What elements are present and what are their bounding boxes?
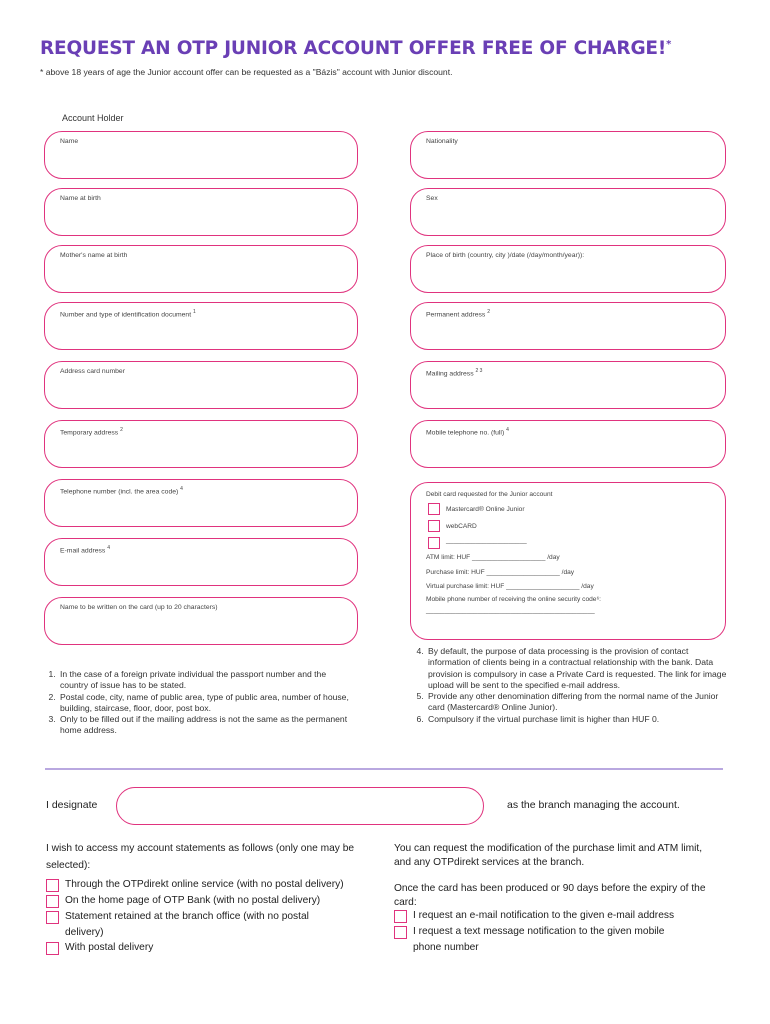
place-of-birth-field[interactable]	[410, 245, 726, 293]
statement-postal-label: With postal delivery	[65, 942, 154, 953]
card-name-label: Name to be written on the card (up to 20 characters)	[60, 604, 218, 611]
statement-postal-checkbox[interactable]	[46, 942, 59, 955]
name-label: Name	[60, 138, 79, 145]
page-subtitle: * above 18 years of age the Junior account offer can be requested as a "Bázis" account with Junior discount.	[40, 67, 453, 77]
nationality-field[interactable]	[410, 131, 726, 179]
mobile-phone-field[interactable]	[410, 420, 726, 468]
section-divider	[45, 768, 723, 770]
security-code-phone-label: Mobile phone number of receiving the online security code⁶:	[426, 596, 601, 603]
statement-homepage-checkbox[interactable]	[46, 895, 59, 908]
temporary-address-label: Temporary address $^2$	[60, 427, 123, 437]
mastercard-label: Mastercard® Online Junior	[446, 506, 525, 513]
webcard-checkbox[interactable]	[428, 520, 440, 532]
statement-homepage-label: On the home page of OTP Bank (with no postal delivery)	[65, 895, 321, 906]
statement-otpdirekt-label: Through the OTPdirekt online service (with no postal delivery)	[65, 879, 344, 890]
purchase-limit[interactable]: Purchase limit: HUF ____________________ /day	[426, 569, 575, 576]
name-at-birth-field[interactable]	[44, 188, 358, 236]
title-marker: *	[666, 38, 672, 50]
telephone-field[interactable]	[44, 479, 358, 527]
branch-input[interactable]	[116, 787, 484, 825]
email-field[interactable]	[44, 538, 358, 586]
card-name-field[interactable]	[44, 597, 358, 645]
temporary-address-field[interactable]	[44, 420, 358, 468]
mastercard-checkbox[interactable]	[428, 503, 440, 515]
statement-otpdirekt-checkbox[interactable]	[46, 879, 59, 892]
account-holder-label: Account Holder	[62, 113, 124, 123]
footnote-6: 6. Compulsory if the virtual purchase limit is higher than HUF 0.	[426, 714, 730, 725]
footnote-3: 3. Only to be filled out if the mailing address is not the same as the permanent home address.	[58, 714, 352, 737]
id-document-label: Number and type of identification document $^1$	[60, 309, 196, 319]
mailing-address-label: Mailing address $^{2 3}$	[426, 368, 483, 378]
statement-branch-label: Statement retained at the branch office (with no postal	[65, 911, 309, 922]
footnotes-left	[42, 669, 352, 737]
notify-sms-checkbox[interactable]	[394, 926, 407, 939]
mobile-phone-label: Mobile telephone no. (full) $^4$	[426, 427, 509, 437]
notify-sms-label: I request a text message notification to the given mobile	[413, 926, 665, 937]
expiry-intro: Once the card has been produced or 90 days before the expiry of the card:	[394, 883, 706, 908]
statements-title: I wish to access my account statements as follows (only one may be selected):	[46, 843, 355, 871]
debit-card-title: Debit card requested for the Junior account	[426, 491, 553, 498]
name-field[interactable]	[44, 131, 358, 179]
statement-branch-label-cont: delivery)	[65, 927, 104, 938]
mailing-address-field[interactable]	[410, 361, 726, 409]
notify-email-label: I request an e-mail notification to the given e-mail address	[413, 910, 675, 921]
statement-branch-checkbox[interactable]	[46, 911, 59, 924]
designate-label: I designate	[46, 799, 98, 811]
sex-field[interactable]	[410, 188, 726, 236]
footnote-4: 4. By default, the purpose of data processing is the provision of contact information of clients being in a contractual relationship with the bank. Data provision is compulsory in case a Private Card is requested. The link for image upload will be sent to the specified e-mail address.	[426, 646, 730, 691]
email-label: E-mail address $^4$	[60, 545, 110, 555]
name-at-birth-label: Name at birth	[60, 195, 101, 202]
other-card-checkbox[interactable]	[428, 537, 440, 549]
footnote-1: 1. In the case of a foreign private individual the passport number and the country of issue has to be stated.	[58, 669, 352, 692]
footnote-5: 5. Provide any other denomination differing from the normal name of the Junior card (Mastercard® Online Junior).	[426, 691, 730, 714]
nationality-label: Nationality	[426, 138, 458, 145]
security-code-phone-line[interactable]: ______________________________________________	[426, 607, 595, 614]
mothers-name-field[interactable]	[44, 245, 358, 293]
notify-sms-label-cont: phone number	[413, 942, 479, 953]
footnote-2: 2. Postal code, city, name of public area, type of public area, number of house, building, staircase, floor, door, post box.	[58, 692, 352, 715]
address-card-label: Address card number	[60, 368, 125, 375]
page-title: REQUEST AN OTP JUNIOR ACCOUNT OFFER FREE OF CHARGE!*	[40, 38, 672, 59]
address-card-field[interactable]	[44, 361, 358, 409]
designate-tail: as the branch managing the account.	[507, 799, 680, 811]
sex-label: Sex	[426, 195, 438, 202]
permanent-address-label: Permanent address $^2$	[426, 309, 490, 319]
mothers-name-label: Mother's name at birth	[60, 252, 128, 259]
other-card-line[interactable]: ______________________	[446, 537, 527, 544]
virtual-purchase-limit[interactable]: Virtual purchase limit: HUF ____________________ /day	[426, 583, 594, 590]
notify-email-checkbox[interactable]	[394, 910, 407, 923]
place-of-birth-label: Place of birth (country, city )/date (/day/month/year)):	[426, 252, 585, 259]
atm-limit[interactable]: ATM limit: HUF ____________________ /day	[426, 554, 560, 561]
modification-info: You can request the modification of the purchase limit and ATM limit, and any OTPdirekt services at the branch.	[394, 843, 703, 868]
id-document-field[interactable]	[44, 302, 358, 350]
footnotes-right	[410, 646, 730, 725]
telephone-label: Telephone number (incl. the area code) $^4$	[60, 486, 183, 496]
permanent-address-field[interactable]	[410, 302, 726, 350]
webcard-label: webCARD	[446, 523, 477, 530]
debit-card-box	[410, 482, 726, 640]
